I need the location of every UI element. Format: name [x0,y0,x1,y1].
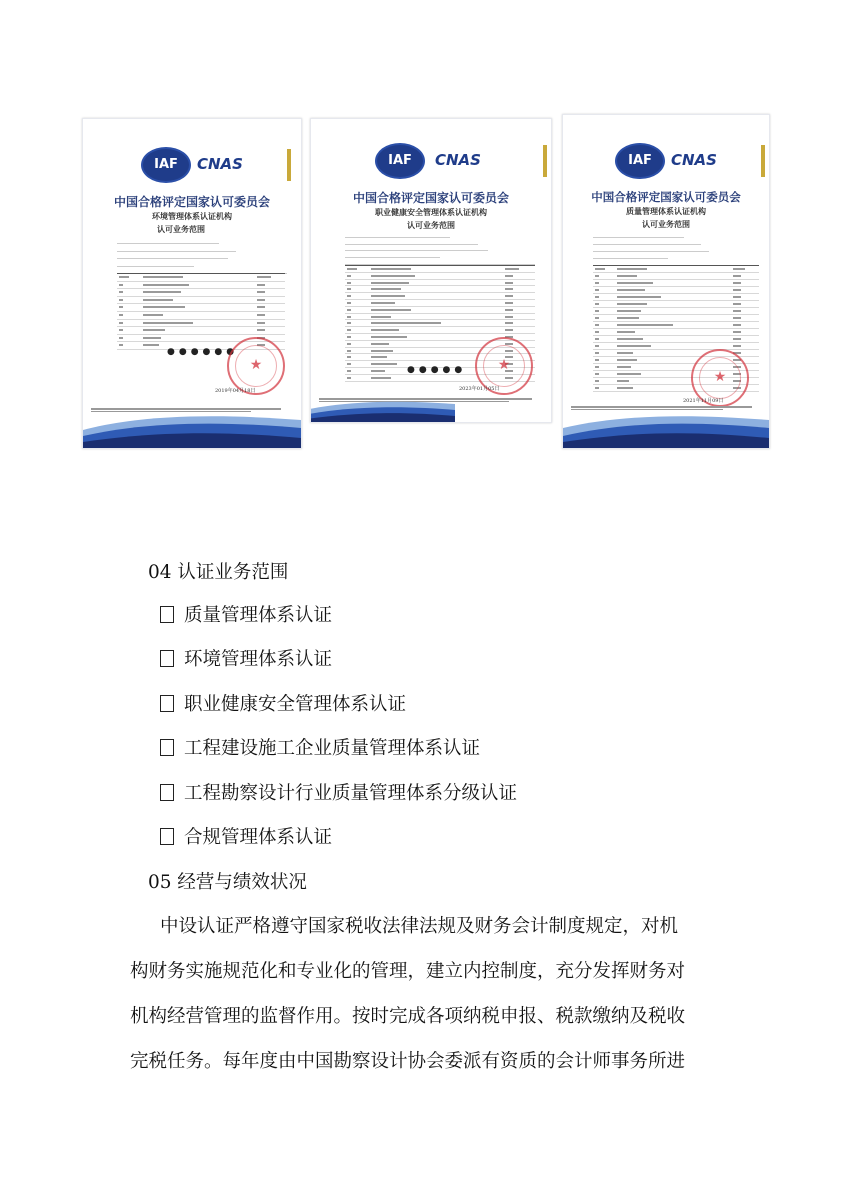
paragraph-line: 中设认证严格遵守国家税收法律法规及财务会计制度规定，对机 [160,916,679,937]
cert-dots: ●●●●●● [167,347,239,357]
certificate-occupational-health [310,118,552,423]
scope-item: 工程勘察设计行业质量管理体系分级认证 [160,783,517,805]
paragraph-line: 构财务实施规范化和专业化的管理，建立内控制度，充分发挥财务对 [130,961,686,982]
certificate-quality [562,114,770,449]
scope-item: 职业健康安全管理体系认证 [160,694,406,716]
cert-fields [593,231,759,266]
checkbox-bullet-icon [160,695,174,712]
cert-date: 2019年04月18日 [215,388,256,394]
iaf-logo: IAF [141,147,191,183]
cnas-logo: CNAS [197,155,243,173]
cert-date: 2021年11月09日 [683,398,724,404]
gold-bar [761,145,765,177]
iaf-logo: IAF [375,143,425,179]
gold-bar [543,145,547,177]
scope-item: 环境管理体系认证 [160,649,332,671]
checkbox-bullet-icon [160,784,174,801]
cert-date: 2023年01月05日 [459,386,500,392]
cert-scope-title: 认可业务范围 [157,225,205,234]
cert-org-title: 中国合格评定国家认可委员会 [113,195,270,209]
paragraph-line: 机构经营管理的监督作用。按时完成各项纳税申报、税款缴纳及税收 [130,1006,686,1027]
cert-dots: ●●●●● [407,365,467,375]
scope-item: 质量管理体系认证 [160,605,332,627]
cert-scope-title: 认可业务范围 [642,220,690,229]
scope-item: 合规管理体系认证 [160,827,332,849]
cert-wave-decoration [83,408,301,448]
iaf-logo: IAF [615,143,665,179]
checkbox-bullet-icon [160,606,174,623]
paragraph-line: 完税任务。每年度由中国勘察设计协会委派有资质的会计师事务所进 [130,1051,686,1072]
cnas-logo: CNAS [671,151,717,169]
cert-scope-title: 认可业务范围 [407,221,455,230]
section-04-heading: 04 认证业务范围 [148,562,289,583]
scope-item: 工程建设施工企业质量管理体系认证 [160,738,480,760]
gold-bar [287,149,291,181]
cert-fields [117,237,287,274]
section-05-heading: 05 经营与绩效状况 [148,872,307,893]
cert-scheme: 环境管理体系认证机构 [152,212,232,221]
cert-fields [345,231,535,265]
certificate-environmental [82,118,302,449]
checkbox-bullet-icon [160,739,174,756]
cert-org-title: 中国合格评定国家认可委员会 [352,191,509,205]
cert-org-title: 中国合格评定国家认可委员会 [591,190,741,204]
section-05-paragraph [130,904,720,1084]
cert-wave-decoration [311,398,455,422]
cert-scheme: 质量管理体系认证机构 [626,207,706,216]
checkbox-bullet-icon [160,650,174,667]
checkbox-bullet-icon [160,828,174,845]
cert-scheme: 职业健康安全管理体系认证机构 [375,208,487,217]
cnas-logo: CNAS [435,151,481,169]
cert-wave-decoration [563,408,769,448]
